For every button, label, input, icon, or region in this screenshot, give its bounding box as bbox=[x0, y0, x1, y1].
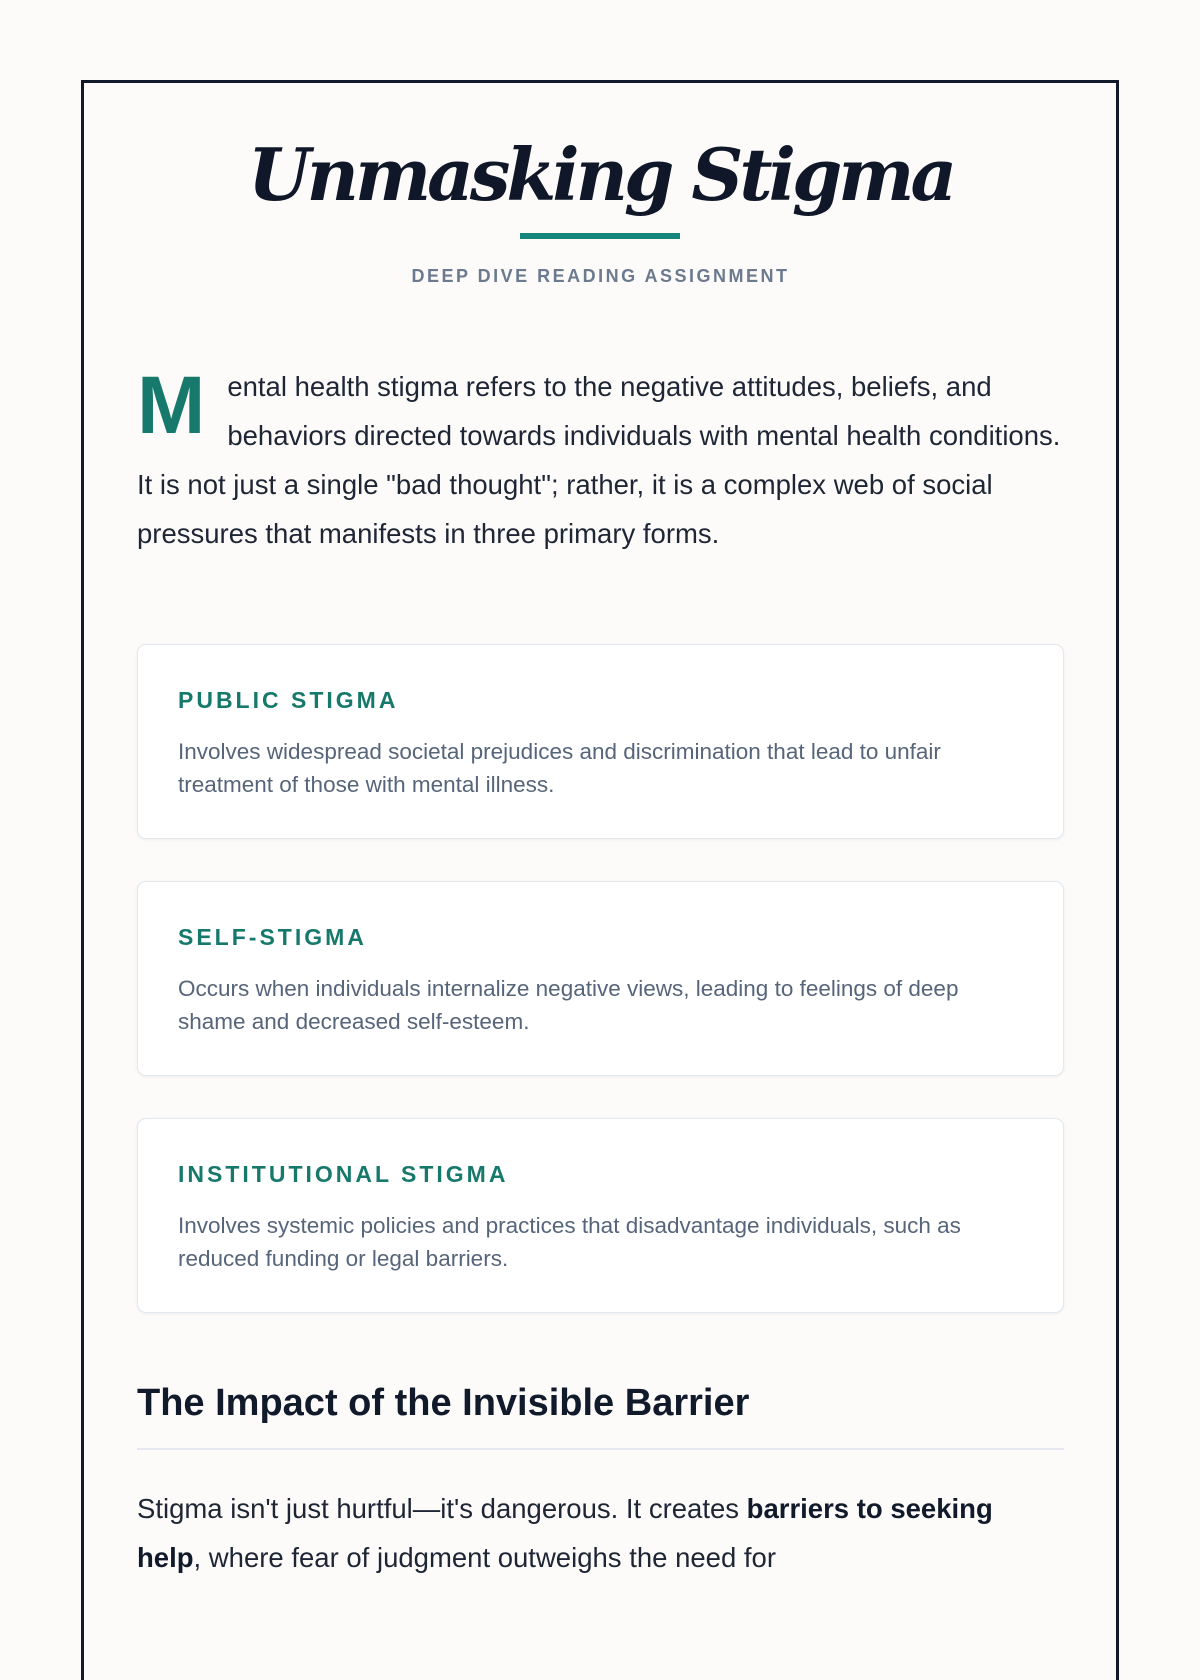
page-subtitle: DEEP DIVE READING ASSIGNMENT bbox=[411, 266, 790, 286]
stigma-card-title: SELF-STIGMA bbox=[178, 924, 367, 950]
impact-text-start: Stigma isn't just hurtful—it's dangerous. It creates bbox=[137, 1493, 747, 1524]
stigma-card-self bbox=[137, 881, 1064, 1076]
section-divider bbox=[137, 1448, 1064, 1450]
stigma-card-title: PUBLIC STIGMA bbox=[178, 687, 399, 713]
impact-text-emphasis: barriers to seeking help bbox=[137, 1493, 993, 1573]
stigma-card-description: Occurs when individuals internalize negative views, leading to feelings of deep shame and decreased self-esteem. bbox=[178, 976, 959, 1034]
page-title: Unmasking Stigma bbox=[247, 132, 954, 217]
impact-paragraph bbox=[137, 1484, 1064, 1582]
document-frame bbox=[81, 80, 1119, 1680]
title-underline bbox=[520, 233, 680, 239]
stigma-card-title: INSTITUTIONAL STIGMA bbox=[178, 1161, 509, 1187]
stigma-card-description: Involves systemic policies and practices that disadvantage individuals, such as reduced funding or legal barriers. bbox=[178, 1213, 961, 1271]
impact-text-end: , where fear of judgment outweighs the need for bbox=[193, 1542, 776, 1573]
intro-text: ental health stigma refers to the negative attitudes, beliefs, and behaviors directed towards individuals with mental health conditions. It is not just a single "bad thought"; rather, it is a complex web of social pressures that manifests in three primary forms. bbox=[137, 371, 1061, 549]
stigma-card-public bbox=[137, 644, 1064, 839]
drop-cap: M bbox=[137, 360, 206, 451]
stigma-card-institutional bbox=[137, 1118, 1064, 1313]
stigma-card-description: Involves widespread societal prejudices and discrimination that lead to unfair treatment of those with mental illness. bbox=[178, 739, 941, 797]
section-heading-impact: The Impact of the Invisible Barrier bbox=[137, 1382, 750, 1424]
intro-paragraph bbox=[137, 362, 1064, 558]
